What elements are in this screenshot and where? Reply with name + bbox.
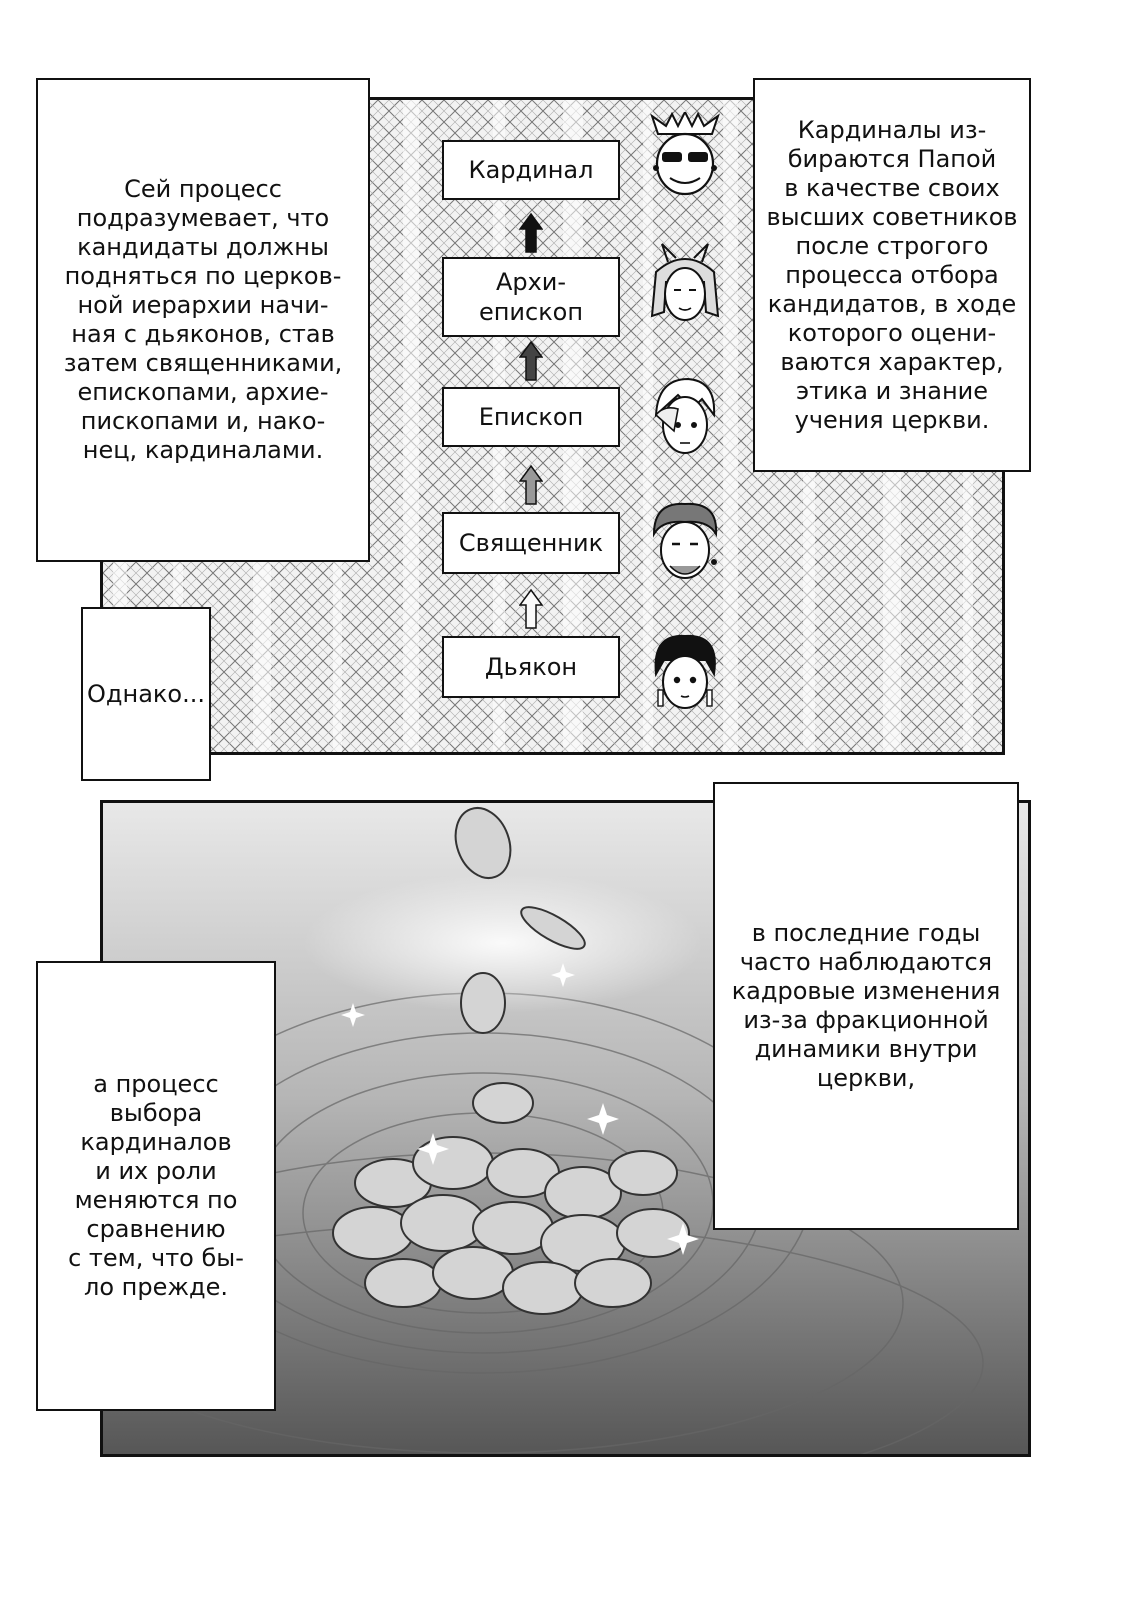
cardinal-face-icon <box>648 112 722 196</box>
rank-cardinal: Кардинал <box>442 140 620 200</box>
recent-years-caption-text: в последние годы часто наблюдаются кадровые изменения из-за фракционной динамики внутри церкви, <box>731 919 1001 1092</box>
rank-priest: Священник <box>442 512 620 574</box>
arrow-up-icon <box>519 340 543 382</box>
rank-bishop: Епископ <box>442 387 620 447</box>
priest-face-icon <box>648 500 722 584</box>
arrow-up-icon <box>519 588 543 630</box>
arrow-up-icon <box>519 212 543 254</box>
bishop-face-icon <box>648 375 722 459</box>
recent-years-caption <box>713 782 1019 1230</box>
cardinals-caption-text: Кардиналы из- бираются Папой в качестве своих высших советников после строгого процесса отбора кандидатов, в ходе которого оцени- ваются характер, этика и знание учения церкви. <box>766 115 1018 434</box>
selection-caption <box>36 961 276 1411</box>
however-caption-text: Однако... <box>87 679 205 708</box>
process-caption <box>36 78 370 562</box>
deacon-face-icon <box>648 630 722 714</box>
process-caption-text: Сей процесс подразумевает, что кандидаты должны подняться по церков- ной иерархии начи- ная с дьяконов, став затем священниками, епископами, архие- пископами и, нако- нец, кардиналами. <box>63 175 343 464</box>
rank-archbishop: Архи- епископ <box>442 257 620 337</box>
selection-caption-text: а процесс выбора кардиналов и их роли меняются по сравнению с тем, что бы- ло прежде. <box>68 1070 244 1301</box>
arrow-up-icon <box>519 464 543 506</box>
archbishop-face-icon <box>648 242 722 326</box>
however-caption <box>81 607 211 781</box>
rank-deacon: Дьякон <box>442 636 620 698</box>
cardinals-caption <box>753 78 1031 472</box>
